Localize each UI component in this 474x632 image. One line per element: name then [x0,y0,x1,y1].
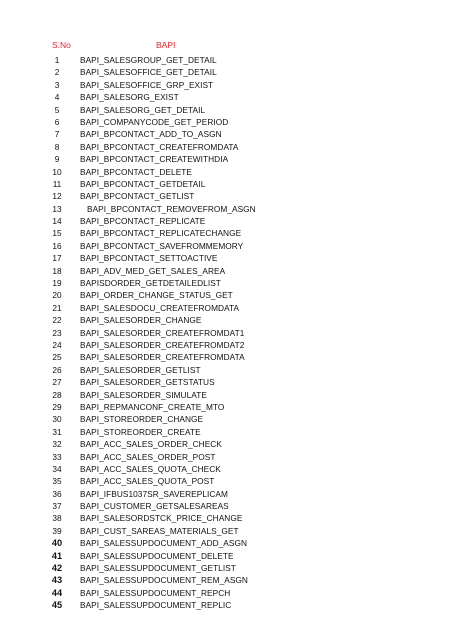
row-number: 19 [52,278,62,289]
table-row [0,54,474,66]
row-number: 35 [52,476,62,487]
bapi-name: BAPI_BPCONTACT_REMOVEFROM_ASGN [87,203,256,214]
bapi-name: BAPI_SALESSUPDOCUMENT_GETLIST [80,563,236,574]
table-row [0,599,474,611]
row-number: 6 [54,116,60,127]
bapi-name: BAPI_SALESOFFICE_GET_DETAIL [80,67,217,78]
row-number: 33 [52,451,62,462]
bapi-name: BAPI_IFBUS1037SR_SAVEREPLICAM [80,488,228,499]
table-row [0,401,474,413]
row-number: 2 [54,67,60,78]
table-row [0,215,474,227]
table-row [0,141,474,153]
row-number: 21 [52,302,62,313]
table-row [0,525,474,537]
table-row [0,376,474,388]
row-number: 29 [52,401,62,412]
row-number: 5 [54,104,60,115]
row-number: 10 [52,166,62,177]
row-number: 44 [51,587,63,598]
row-number: 8 [54,141,60,152]
table-row [0,190,474,202]
row-number: 38 [52,513,62,524]
row-number: 25 [52,352,62,363]
bapi-name: BAPI_BPCONTACT_GETDETAIL [80,178,206,189]
table-row [0,438,474,450]
row-number: 9 [54,154,60,165]
row-number: 24 [52,339,62,350]
bapi-name: BAPI_SALESORDER_SIMULATE [80,389,207,400]
table-row [0,128,474,140]
row-number: 41 [51,550,63,561]
bapi-name: BAPI_ADV_MED_GET_SALES_AREA [80,265,226,276]
bapi-name: BAPI_BPCONTACT_REPLICATE [80,216,206,227]
table-row [0,550,474,562]
table-row [0,178,474,190]
row-number: 36 [52,488,62,499]
row-number: 28 [52,389,62,400]
bapi-name: BAPI_BPCONTACT_GETLIST [80,191,195,202]
bapi-name: BAPI_SALESGROUP_GET_DETAIL [80,55,217,65]
bapi-name: BAPI_BPCONTACT_CREATEWITHDIA [80,154,229,165]
table-row [0,587,474,599]
row-number: 7 [54,129,60,140]
bapi-name: BAPI_STOREORDER_CREATE [80,426,201,437]
table-row [0,463,474,475]
table-row [0,562,474,574]
bapi-name: BAPI_COMPANYCODE_GET_PERIOD [80,116,229,127]
table-row [0,227,474,239]
row-number: 26 [52,364,62,375]
table-row [0,203,474,215]
bapi-name: BAPI_BPCONTACT_SAVEFROMMEMORY [80,240,244,251]
bapi-name: BAPI_REPMANCONF_CREATE_MTO [80,401,225,412]
row-number: 23 [52,327,62,338]
table-body [0,54,474,612]
row-number: 15 [52,228,62,239]
bapi-name: BAPI_SALESORDER_CREATEFROMDATA [80,352,245,363]
bapi-name: BAPI_ACC_SALES_ORDER_CHECK [80,439,222,450]
bapi-name: BAPISDORDER_GETDETAILEDLIST [80,278,221,289]
table-row [0,537,474,549]
table-row [0,91,474,103]
table-row [0,265,474,277]
row-number: 40 [51,538,63,549]
table-row [0,475,474,487]
bapi-name: BAPI_SALESOFFICE_GRP_EXIST [80,79,214,90]
row-number: 31 [52,426,62,437]
bapi-name: BAPI_BPCONTACT_REPLICATECHANGE [80,228,242,239]
column-header-sno: S.No [52,40,71,50]
table-row [0,116,474,128]
bapi-name: BAPI_CUST_SAREAS_MATERIALS_GET [80,525,239,536]
column-header-bapi: BAPI [156,40,176,50]
bapi-name: BAPI_ACC_SALES_ORDER_POST [80,451,216,462]
row-number: 22 [52,315,62,326]
row-number: 39 [52,525,62,536]
table-row [0,79,474,91]
table-row [0,104,474,116]
table-row [0,574,474,586]
bapi-name: BAPI_BPCONTACT_CREATEFROMDATA [80,141,239,152]
row-number: 20 [52,290,62,301]
row-number: 32 [52,439,62,450]
table-row [0,166,474,178]
table-row [0,364,474,376]
row-number: 37 [52,501,62,512]
bapi-name: BAPI_SALESSUPDOCUMENT_REPCH [80,587,231,598]
bapi-name: BAPI_BPCONTACT_ADD_TO_ASGN [80,129,222,140]
bapi-name: BAPI_SALESORDER_CREATEFROMDAT2 [80,339,245,350]
row-number: 30 [52,414,62,425]
bapi-name: BAPI_SALESSUPDOCUMENT_REM_ASGN [80,575,248,586]
table-row [0,413,474,425]
bapi-name: BAPI_SALESSUPDOCUMENT_DELETE [80,550,234,561]
bapi-name: BAPI_SALESSUPDOCUMENT_REPLIC [80,600,232,611]
row-number: 34 [52,463,62,474]
bapi-name: BAPI_SALESDOCU_CREATEFROMDATA [80,302,240,313]
row-number: 3 [54,79,60,90]
bapi-name: BAPI_ACC_SALES_QUOTA_POST [80,476,215,487]
table-row [0,500,474,512]
row-number: 12 [52,191,62,202]
bapi-name: BAPI_SALESSUPDOCUMENT_ADD_ASGN [80,538,248,549]
bapi-name: BAPI_SALESORDER_GETLIST [80,364,201,375]
row-number: 17 [52,253,62,264]
table-row [0,153,474,165]
bapi-name: BAPI_SALESORDER_GETSTATUS [80,377,215,388]
row-number: 1 [54,55,60,65]
table-row [0,314,474,326]
bapi-name: BAPI_BPCONTACT_SETTOACTIVE [80,253,218,264]
row-number: 27 [52,377,62,388]
row-number: 11 [52,178,62,189]
bapi-name: BAPI_STOREORDER_CHANGE [80,414,204,425]
table-row [0,277,474,289]
table-row [0,351,474,363]
row-number: 16 [52,240,62,251]
bapi-name: BAPI_SALESORDSTCK_PRICE_CHANGE [80,513,243,524]
row-number: 43 [51,575,63,586]
table-row [0,426,474,438]
row-number: 4 [54,92,60,103]
table-row [0,289,474,301]
table-header [0,40,474,54]
bapi-name: BAPI_BPCONTACT_DELETE [80,166,193,177]
bapi-name: BAPI_ORDER_CHANGE_STATUS_GET [80,290,233,301]
table-row [0,488,474,500]
table-row [0,451,474,463]
table-row [0,389,474,401]
table-row [0,252,474,264]
table-row [0,512,474,524]
bapi-name: BAPI_SALESORDER_CREATEFROMDAT1 [80,327,245,338]
table-row [0,339,474,351]
table-row [0,302,474,314]
table-row [0,240,474,252]
row-number: 13 [52,203,62,214]
row-number: 45 [51,600,63,611]
bapi-name: BAPI_SALESORG_EXIST [80,92,179,103]
table-row [0,66,474,78]
row-number: 18 [52,265,62,276]
bapi-name: BAPI_CUSTOMER_GETSALESAREAS [80,501,229,512]
bapi-name: BAPI_SALESORG_GET_DETAIL [80,104,206,115]
bapi-name: BAPI_SALESORDER_CHANGE [80,315,202,326]
row-number: 14 [52,216,62,227]
table-row [0,327,474,339]
bapi-name: BAPI_ACC_SALES_QUOTA_CHECK [80,463,221,474]
row-number: 42 [51,563,63,574]
